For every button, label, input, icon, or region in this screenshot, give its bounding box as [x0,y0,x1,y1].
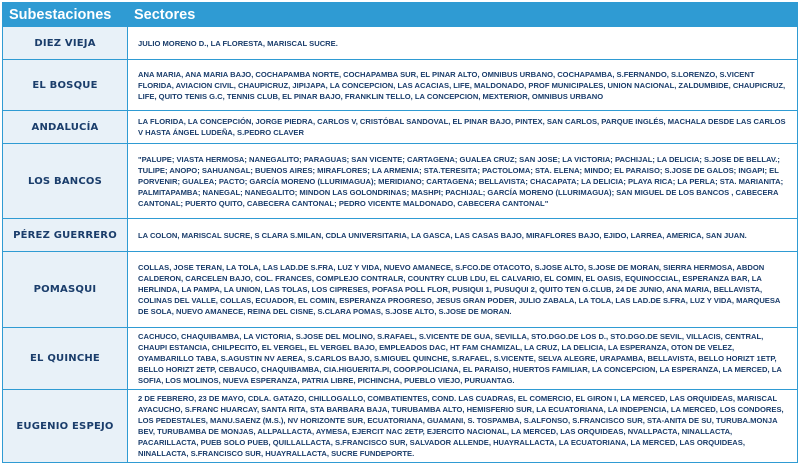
sectors-list: CACHUCO, CHAQUIBAMBA, LA VICTORIA, S.JOSE DEL MOLINO, S.RAFAEL, S.VICENTE DE GUA, SEVILLA, STO.DGO.DE LOS D., STO.DGO.DE SEVIL, VILLACIS, CENTRAL, CHAUPI ESTANCIA, CHILPECITO, EL VERGEL, EL VERGEL BAJO, EMPLEADOS DAC, HT FAM CHAMIZAL, LA CRUZ, LA DELICIA, LA ESPERANZA, OTON DE VELEZ, OYAMBARILLO TABA, S.AGUSTIN NV AEREA, S.CARLOS BAJO, S.MIGUEL QUINCHE, S.RAFAEL, S.VICENTE, SELVA ALEGRE, URAPAMBA, BELLAVISTA, BELLO HORIZT 1ETP, BELLO HORIZT 2ETP, CEBAUCO, CHAQUIBAMBA, CIA.HIGUERITA.PI, COOP.POLICIANA, EL PARAISO, HUERTOS FAMILIAR, LA CONCEPCION, LA ESPERANZA, LA MERCED, LA SOFIA, LOS MOLINOS, NUEVA ESPERANZA, PATRIA LIBRE, PICHINCHA, PUEBLO VIEJO, PURUANTAG. [128,328,798,390]
substation-name: DIEZ VIEJA [3,27,128,60]
substation-name: POMASQUI [3,252,128,328]
substation-name: EUGENIO ESPEJO [3,390,128,463]
table-row [3,60,798,111]
table-row [3,144,798,219]
substations-table [2,2,798,463]
substation-name: PÉREZ GUERRERO [3,219,128,252]
table-row [3,328,798,390]
substation-name: EL BOSQUE [3,60,128,111]
substation-name: ANDALUCÍA [3,111,128,144]
sectors-list: COLLAS, JOSE TERAN, LA TOLA, LAS LAD.DE S.FRA, LUZ Y VIDA, NUEVO AMANECE, S.FCO.DE OTACOTO, S.JOSE ALTO, S.JOSE DE MORAN, SIERRA HERMOSA, ABDON CALDERON, CARCELEN BAJO, COL. FRANCES, COMPLEJO CONTRALR, COUNTRY CLUB LDU, EL CALVARIO, EL COMIN, EL OASIS, EQUINOCCIAL, ESPERANZA BAR, LA HERLINDA, LA PAMPA, LA UNION, LAS TOLAS, LOS CIPRESES, POFASA POLL FLOR, PUSIQUI 1, PUSUQUI 2, QUITO TEN G.CLUB, 24 DE JUNIO, ANA MARIA, BELLAVISTA, COLINAS DEL VALLE, COLLAS, ECUADOR, EL COMIN, ESPERANZA PROGRESO, JESUS GRAN PODER, JULIO ZABALA, LA TOLA, LAS LAD.DE S.FRA, LUZ Y VIDA, MARQUESA DE SOLA, NUEVO AMANECE, REINA DEL CISNE, S.CLARA POMAS, S.JOSE ALTO, S.JOSE DE MORAN. [128,252,798,328]
table-row [3,252,798,328]
table-row [3,27,798,60]
sectors-list: 2 DE FEBRERO, 23 DE MAYO, CDLA. GATAZO, CHILLOGALLO, COMBATIENTES, COND. LAS CUADRAS, EL COMERCIO, EL GIRON I, LA MERCED, LAS ORQUIDEAS, MARISCAL AYACUCHO, S.FRANC HUARCAY, SANTA RITA, STA BARBARA BAJA, TURUBAMBA ALTO, HEMISFERIO SUR, LA ECUATORIANA, LA INDEPENCIA, LA MERCED, LOS CONDORES, LOS PEDESTALES, MANU.SAENZ (M.S.), NV HORIZONTE SUR, ECUATORIANA, GUAMANI, S. TOSPAMBA, S.ALFONSO, S.FRANCISCO SUR, STA-ANITA DE SU, TURUBA.MONJA BEV, TURUBAMBA DE MONJAS, ALLPALLACTA, AYMESA, EJERCIT NAC 2ETP, EJERCITO NACIONAL, LA MERCED, LAS ORQUIDEAS, NVALLPACTA, NINALLACTA, PACARILLACTA, PUEB SOLO PUEB, QUILLALLACTA, S.FRANCISCO SUR, SALVADOR ALLENDE, HUAYRALLACTA, LA ECUATORIANA, LA MERCED, LAS ORQUIDEAS, NINALLACTA, S.FRANCISCO SUR, HUAYRALLACTA, SUCRE FUNDEPORTE. [128,390,798,463]
substation-name: LOS BANCOS [3,144,128,219]
sectors-list: LA COLON, MARISCAL SUCRE, S CLARA S.MILAN, CDLA UNIVERSITARIA, LA GASCA, LAS CASAS BAJO, MIRAFLORES BAJO, EJIDO, LARREA, AMERICA, SAN JUAN. [128,219,798,252]
table-header-row [3,3,798,27]
sectors-list: "PALUPE; VIASTA HERMOSA; NANEGALITO; PARAGUAS; SAN VICENTE; CARTAGENA; GUALEA CRUZ; SAN JOSE; LA VICTORIA; PACHIJAL; LA DELICIA; S.JOSE DE BELLAV.; TULIPE; ANOPO; SAHUANGAL; BUENOS AIRES; MIRAFLORES; LA ARMENIA; STA.TERESITA; PACTOLOMA; STA. ELENA; MINDO; EL PARAISO; S.JOSE DE GALOS; INGAPI; EL PORVENIR; GUALEA; PACTO; GARCÍA MORENO (LLURIMAGUA); MERIDIANO; CARTAGENA; BELLAVISTA; CHACAPATA; LA DELICIA; PLAYA RICA; LA PERLA; STA. MARIANITA; PALMITAPAMBA; NANEGAL; NANEGALITO; MINDON LAS GOLONDRINAS; MASHPI; PACHIJAL; GARCÍA MORENO (LLURIMAGUA); SAN MIGUEL DE LOS BANCOS , CABECERA CANTONAL; PUERTO QUITO, CABECERA CANTONAL; PEDRO VICENTE MALDONADO, CABECERA CANTONAL" [128,144,798,219]
sectors-list: JULIO MORENO D., LA FLORESTA, MARISCAL SUCRE. [128,27,798,60]
table-row [3,219,798,252]
column-header-sectores: Sectores [128,3,798,27]
substation-name: EL QUINCHE [3,328,128,390]
table-row [3,390,798,463]
column-header-subestaciones: Subestaciones [3,3,128,27]
substations-table-container [2,2,798,463]
table-row [3,111,798,144]
sectors-list: LA FLORIDA, LA CONCEPCIÓN, JORGE PIEDRA, CARLOS V, CRISTÓBAL SANDOVAL, EL PINAR BAJO, PINTEX, SAN CARLOS, PARQUE INGLÉS, MACHALA DESDE LAS CARLOS V HASTA ÁNGEL LUDEÑA, S.PEDRO CLAVER [128,111,798,144]
sectors-list: ANA MARIA, ANA MARIA BAJO, COCHAPAMBA NORTE, COCHAPAMBA SUR, EL PINAR ALTO, OMNIBUS URBANO, COCHAPAMBA, S.FERNANDO, S.LORENZO, S.VICENT FLORIDA, AVIACION CIVIL, CHAUPICRUZ, JIPIJAPA, LA CONCEPCION, LAS ACACIAS, LIFE, MALDONADO, PROF MUNICIPALES, UNION NACIONAL, ZALDUMBIDE, CHAUPICRUZ, LIFE, QUITO TENIS G.C, TENNIS CLUB, EL PINAR BAJO, FRANKLIN TELLO, LA CONCEPCION, MEXTERIOR, OMNIBUS URBANO [128,60,798,111]
